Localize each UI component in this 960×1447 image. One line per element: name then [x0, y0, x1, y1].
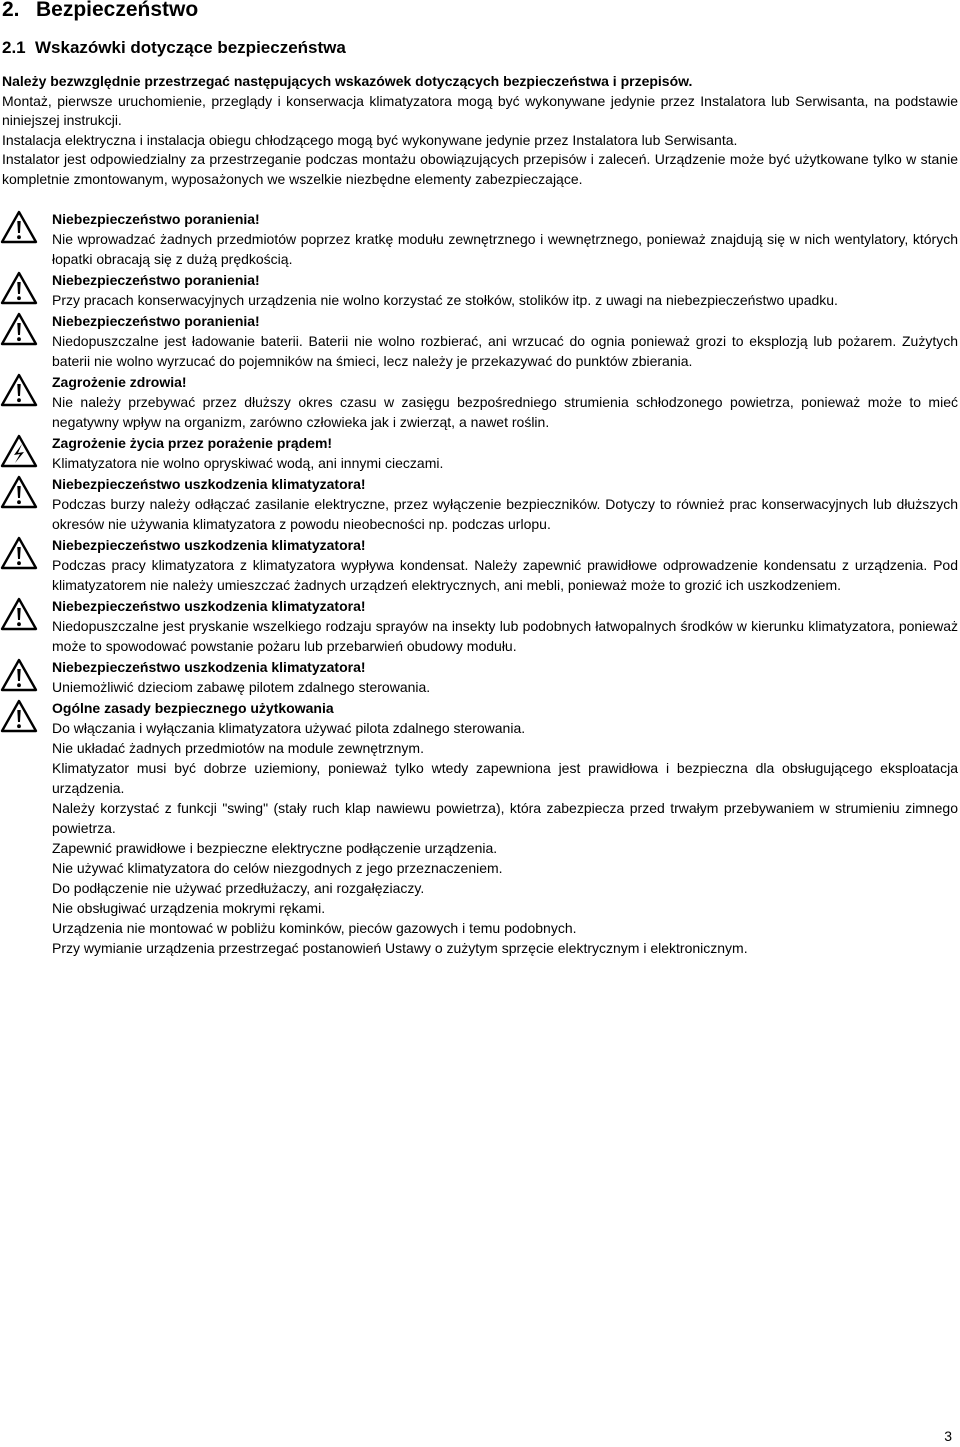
warning-title: Niebezpieczeństwo uszkodzenia klimatyzatora!	[52, 476, 366, 492]
warning-text: Do włączania i wyłączania klimatyzatora używać pilota zdalnego sterowania.	[52, 720, 526, 736]
warning-block	[0, 433, 958, 473]
page-number: 3	[944, 1428, 952, 1444]
warning-text: Podczas burzy należy odłączać zasilanie elektryczne, przez wyłączenie bezpieczników. Dotyczy to również prac konserwacyjnych lub dłuższych okresów nie używania klimatyzatora z powodu nieobecności np. podczas urlopu.	[52, 496, 958, 532]
warning-text: Klimatyzator musi być dobrze uziemiony, ponieważ tylko wtedy zapewniona jest prawidłowa i bezpieczna dla obsługującego eksploatacja urządzenia.	[52, 760, 958, 796]
section-heading	[2, 0, 198, 22]
intro-text	[2, 72, 958, 189]
electric-shock-icon	[0, 434, 38, 468]
warning-block	[0, 596, 958, 656]
warning-text: Podczas pracy klimatyzatora z klimatyzatora wypływa kondensat. Należy zapewnić prawidłowe odprowadzenie kondensatu z urządzenia. Pod klimatyzatorem nie należy umieszczać żadnych urządzeń elektrycznych, ani mebli, ponieważ może to grozić ich uszkodzeniem.	[52, 557, 958, 593]
warning-block	[0, 535, 958, 595]
warning-text: Nie wprowadzać żadnych przedmiotów poprzez kratkę modułu zewnętrznego i wewnętrznego, ponieważ znajdują się w nich wentylatory, których łopatki obracają się z dużą prędkością.	[52, 231, 958, 267]
warning-title: Niebezpieczeństwo poranienia!	[52, 313, 260, 329]
warning-text: Przy pracach konserwacyjnych urządzenia nie wolno korzystać ze stołków, stolików itp. z uwagi na niebezpieczeństwo upadku.	[52, 292, 838, 308]
warning-triangle-icon	[0, 312, 38, 346]
warning-text: Należy korzystać z funkcji "swing" (stały ruch klap nawiewu powietrza), która zabezpiecza przed trwałym przebywaniem w strumieniu zimnego powietrza.	[52, 800, 958, 836]
subsection-heading	[2, 38, 346, 58]
warning-triangle-icon	[0, 597, 38, 631]
warning-title: Ogólne zasady bezpiecznego użytkowania	[52, 700, 334, 716]
warning-text: Uniemożliwić dzieciom zabawę pilotem zdalnego sterowania.	[52, 679, 431, 695]
warnings-list	[0, 209, 960, 959]
warning-text: Niedopuszczalne jest pryskanie wszelkiego rodzaju sprayów na insekty lub podobnych łatwopalnych środków w kierunku klimatyzatora, ponieważ może to spowodować powstanie pożaru lub przebarwień obudowy modułu.	[52, 618, 958, 654]
intro-paragraph: Należy bezwzględnie przestrzegać następujących wskazówek dotyczących bezpieczeństwa i przepisów.	[2, 73, 693, 89]
warning-text: Przy wymianie urządzenia przestrzegać postanowień Ustawy o zużytym sprzęcie elektrycznym i elektronicznym.	[52, 940, 748, 956]
warning-text: Nie obsługiwać urządzenia mokrymi rękami.	[52, 900, 326, 916]
warning-triangle-icon	[0, 373, 38, 407]
warning-title: Niebezpieczeństwo uszkodzenia klimatyzatora!	[52, 598, 366, 614]
warning-title: Niebezpieczeństwo uszkodzenia klimatyzatora!	[52, 537, 366, 553]
warning-triangle-icon	[0, 658, 38, 692]
warning-triangle-icon	[0, 699, 38, 733]
warning-block	[0, 657, 958, 697]
warning-triangle-icon	[0, 271, 38, 305]
warning-title: Niebezpieczeństwo poranienia!	[52, 272, 260, 288]
warning-text: Zapewnić prawidłowe i bezpieczne elektryczne podłączenie urządzenia.	[52, 840, 498, 856]
warning-block	[0, 270, 958, 310]
warning-title: Niebezpieczeństwo poranienia!	[52, 211, 260, 227]
warning-block	[0, 372, 958, 432]
warning-block	[0, 698, 958, 958]
warning-text: Urządzenia nie montować w pobliżu kominków, pieców gazowych i temu podobnych.	[52, 920, 577, 936]
section-number: 2.	[2, 0, 20, 21]
subsection-number: 2.1	[2, 38, 26, 57]
warning-text: Nie używać klimatyzatora do celów niezgodnych z jego przeznaczeniem.	[52, 860, 503, 876]
subsection-title: Wskazówki dotyczące bezpieczeństwa	[35, 38, 346, 57]
intro-paragraph: Montaż, pierwsze uruchomienie, przeglądy i konserwacja klimatyzatora mogą być wykonywane jedynie przez Instalatora lub Serwisanta, na podstawie niniejszej instrukcji.	[2, 92, 958, 128]
warning-triangle-icon	[0, 210, 38, 244]
warning-title: Niebezpieczeństwo uszkodzenia klimatyzatora!	[52, 659, 366, 675]
warning-title: Zagrożenie życia przez porażenie prądem!	[52, 435, 333, 451]
intro-paragraph: Instalator jest odpowiedzialny za przestrzeganie podczas montażu obowiązujących przepisów i zaleceń. Urządzenie może być użytkowane tylko w stanie kompletnie zmontowanym, wyposażonych we wszelkie niezbędne elementy zabezpieczające.	[2, 151, 958, 187]
section-title: Bezpieczeństwo	[36, 0, 199, 21]
warning-title: Zagrożenie zdrowia!	[52, 374, 187, 390]
warning-text: Niedopuszczalne jest ładowanie baterii. Baterii nie wolno rozbierać, ani wrzucać do ognia ponieważ grozi to eksplozją lub pożarem. Zużytych baterii nie wolno wyrzucać do pojemników na śmieci, lecz należy je przekazywać do punktów zbierania.	[52, 333, 958, 369]
warning-triangle-icon	[0, 536, 38, 570]
intro-paragraph: Instalacja elektryczna i instalacja obiegu chłodzącego mogą być wykonywane jedynie przez Instalatora lub Serwisanta.	[2, 131, 738, 148]
warning-block	[0, 311, 958, 371]
warning-text: Nie należy przebywać przez dłuższy okres czasu w zasięgu bezpośredniego strumienia schłodzonego powietrza, ponieważ może to mieć negatywny wpływ na organizm, zarówno człowieka jak i zwierząt, a nawet roślin.	[52, 394, 958, 430]
warning-block	[0, 209, 958, 269]
warning-text: Nie układać żadnych przedmiotów na module zewnętrznym.	[52, 740, 424, 756]
warning-text: Do podłączenie nie używać przedłużaczy, ani rozgałęziaczy.	[52, 880, 425, 896]
warning-block	[0, 474, 958, 534]
warning-triangle-icon	[0, 475, 38, 509]
warning-text: Klimatyzatora nie wolno opryskiwać wodą, ani innymi cieczami.	[52, 455, 444, 471]
